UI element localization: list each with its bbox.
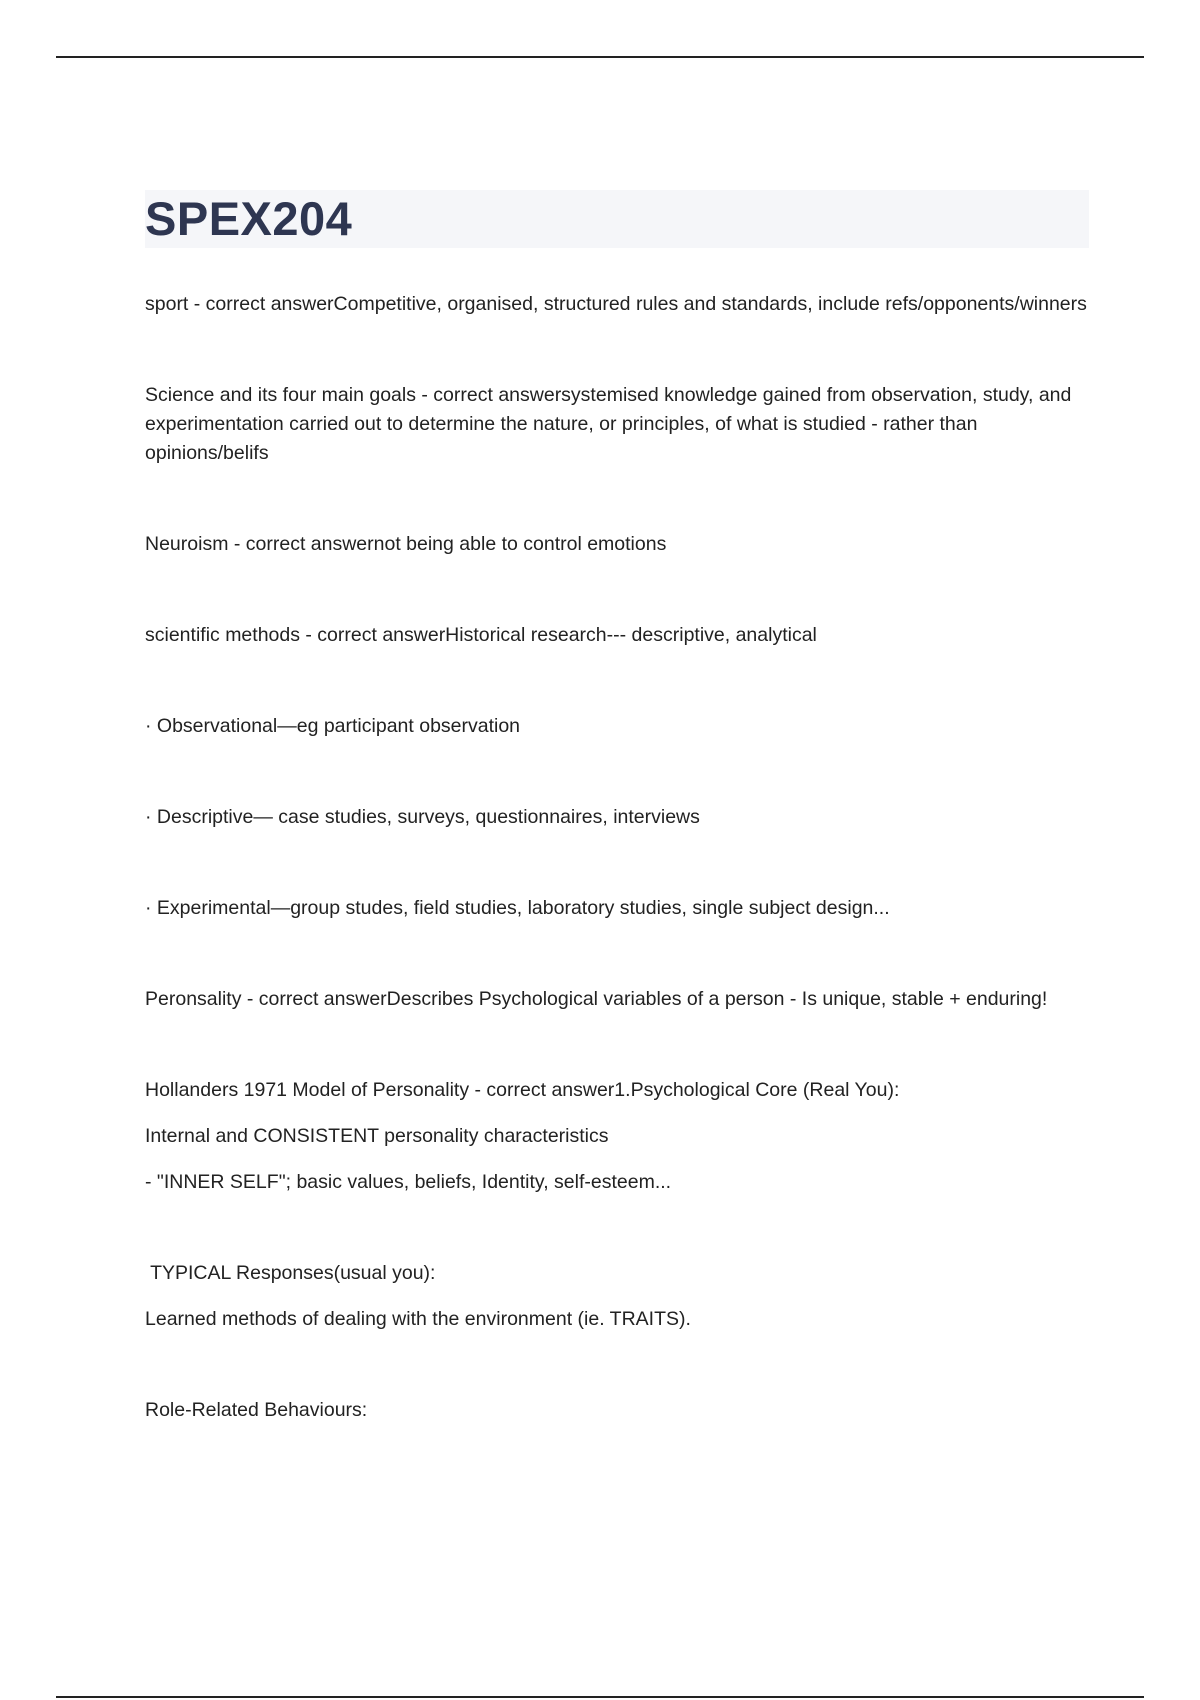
entry-text: Learned methods of dealing with the environment (ie. TRAITS). <box>145 1308 691 1330</box>
title-band <box>145 190 1089 248</box>
entry-text: · Observational—eg participant observation <box>145 715 521 737</box>
entry-text: Hollanders 1971 Model of Personality - correct answer1.Psychological Core (Real You): <box>145 1079 900 1101</box>
entry-personality <box>145 985 1090 1014</box>
top-rule <box>56 56 1144 58</box>
entry-text: scientific methods - correct answerHistorical research--- descriptive, analytical <box>145 624 817 646</box>
entry-text: Role-Related Behaviours: <box>145 1399 368 1421</box>
entry-text: Neuroism - correct answernot being able to control emotions <box>145 533 667 555</box>
entry-text: TYPICAL Responses(usual you): <box>145 1262 436 1284</box>
entry-scientific-methods <box>145 621 1090 650</box>
entry-text: Peronsality - correct answerDescribes Psychological variables of a person - Is unique, stable + enduring! <box>145 988 1048 1010</box>
entry-text: - "INNER SELF"; basic values, beliefs, Identity, self-esteem... <box>145 1171 672 1193</box>
entry-hollanders-model <box>145 1076 1090 1197</box>
entry-observational <box>145 712 1090 741</box>
entry-text: Internal and CONSISTENT personality characteristics <box>145 1125 609 1147</box>
entry-role-related <box>145 1396 1090 1425</box>
document-title: SPEX204 <box>145 192 353 245</box>
entry-science <box>145 381 1090 468</box>
entry-typical-responses <box>145 1259 1090 1334</box>
entry-descriptive <box>145 803 1090 832</box>
document-body <box>145 290 1090 1487</box>
entry-text: · Experimental—group studes, field studies, laboratory studies, single subject design... <box>145 897 890 919</box>
entry-neuroism <box>145 530 1090 559</box>
entry-text: Science and its four main goals - correct answersystemised knowledge gained from observation, study, and experimentation carried out to determine the nature, or principles, of what is studied - rather than opinions/belifs <box>145 384 1072 464</box>
entry-sport <box>145 290 1090 319</box>
bottom-rule <box>56 1696 1144 1698</box>
entry-experimental <box>145 894 1090 923</box>
entry-text: sport - correct answerCompetitive, organised, structured rules and standards, include refs/opponents/winners <box>145 293 1087 315</box>
entry-text: · Descriptive— case studies, surveys, questionnaires, interviews <box>145 806 700 828</box>
